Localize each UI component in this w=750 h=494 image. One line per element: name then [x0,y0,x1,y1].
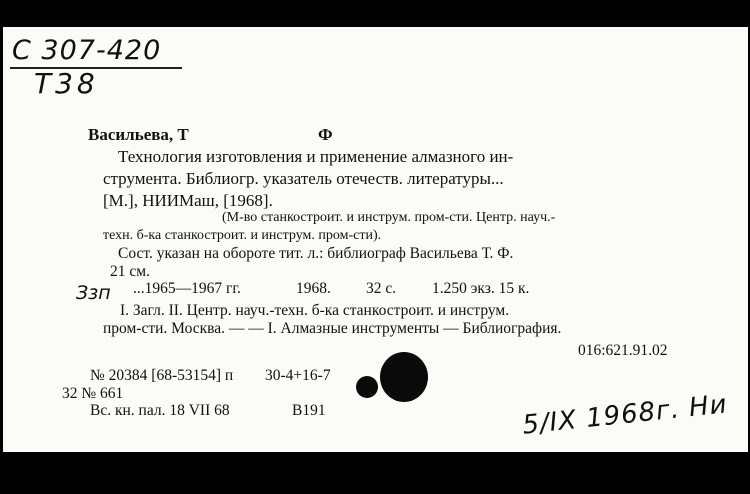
compiler-line-2: 21 см. [110,263,150,280]
title-line-2: струмента. Библиогр. указатель отечеств. литературы... [103,169,504,188]
compiler-line-1: Сост. указан на обороте тит. л.: библиограф Васильева Т. Ф. [118,245,514,262]
author-mark: Ф [318,125,333,144]
call-number-line2: Т38 [34,67,99,100]
registry-line-2: 32 № 661 [62,385,124,402]
issuer-line-2: техн. б-ка станкостроит. и инструм. пром-сти). [103,228,382,243]
subject-line-2: пром-сти. Москва. — — I. Алмазные инструменты — Библиография. [103,320,562,337]
series-pages: 32 с. [366,280,397,297]
registry-line-3b: B191 [292,402,326,419]
call-number-line1: С 307-420 [12,35,162,66]
subject-line-1: I. Загл. II. Центр. науч.-техн. б-ка станкостроит. и инструм. [120,302,510,319]
registry-line-3a: Вс. кн. пал. 18 VII 68 [90,402,230,419]
series-year: 1968. [296,280,331,297]
handwritten-signature: 5/IX 1968г. Ни [520,389,729,441]
title-line-3: [М.], НИИМаш, [1968]. [103,191,273,210]
registry-code: 30-4+16-7 [265,367,331,384]
title-line-1: Технология изготовления и применение алмазного ин- [118,147,514,166]
author-name: Васильева, Т [88,125,189,144]
ink-blot [380,352,428,402]
issuer-line-1: (М-во станкостроит. и инструм. пром-сти. Центр. науч.- [222,210,556,225]
series-years: ...1965—1967 гг. [133,280,241,297]
handwritten-margin-note: Ззп [76,282,111,304]
series-copies: 1.250 экз. 15 к. [432,280,530,297]
ink-blot-small [356,376,378,398]
classification-number: 016:621.91.02 [578,342,668,359]
registry-number: № 20384 [68-53154] п [90,367,234,384]
